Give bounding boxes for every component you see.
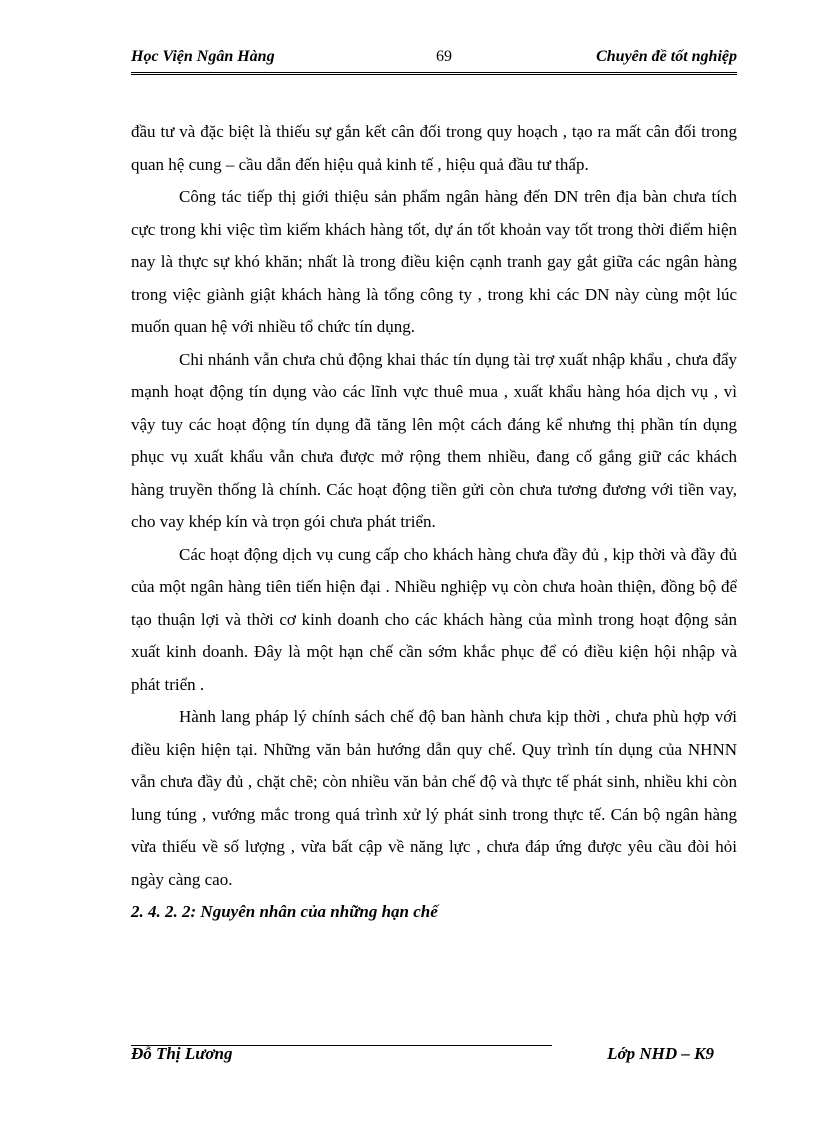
footer-class: Lớp NHD – K9 bbox=[607, 1044, 714, 1063]
page-body bbox=[131, 116, 737, 929]
paragraph-marketing: Công tác tiếp thị giới thiệu sản phẩm ngân hàng đến DN trên địa bàn chưa tích cực trong khi việc tìm kiếm khách hàng tốt, dự án tốt khoản vay tốt trong thời điểm hiện nay là thực sự khó khăn; nhất là trong điều kiện cạnh tranh gay gắt giữa các ngân hàng trong việc giành giật khách hàng là tổng công ty , trong khi các DN này cùng một lúc muốn quan hệ với nhiều tổ chức tín dụng. bbox=[131, 187, 737, 336]
paragraph-legal-framework: Hành lang pháp lý chính sách chế độ ban hành chưa kịp thời , chưa phù hợp với điều kiện hiện tại. Những văn bản hướng dẫn quy chế. Quy trình tín dụng của NHNN vẫn chưa đầy đủ , chặt chẽ; còn nhiều văn bản chế độ và thực tế phát sinh, nhiều khi còn lung túng , vướng mắc trong quá trình xử lý phát sinh trong thực tế. Cán bộ ngân hàng vừa thiếu về số lượng , vừa bất cập về năng lực , chưa đáp ứng được yêu cầu đòi hỏi ngày càng cao. bbox=[131, 707, 737, 889]
footer-author: Đỗ Thị Lương bbox=[131, 1044, 233, 1063]
page-header bbox=[131, 48, 737, 75]
section-heading: 2. 4. 2. 2: Nguyên nhân của những hạn chế bbox=[131, 902, 438, 921]
header-institution: Học Viện Ngân Hàng bbox=[131, 48, 275, 65]
paragraph-continuation: đầu tư và đặc biệt là thiếu sự gắn kết cân đối trong quy hoạch , tạo ra mất cân đối trong quan hệ cung – cầu dẫn đến hiệu quả kinh tế , hiệu quả đầu tư thấp. bbox=[131, 122, 737, 174]
paragraph-branch-credit: Chi nhánh vẫn chưa chủ động khai thác tín dụng tài trợ xuất nhập khẩu , chưa đẩy mạnh hoạt động tín dụng vào các lĩnh vực thuê mua , xuất khẩu hàng hóa dịch vụ , vì vậy tuy các hoạt động tín dụng đã tăng lên một cách đáng kể nhưng thị phần tín dụng phục vụ xuất khẩu vẫn chưa được mở rộng them nhiều, đang cố gắng giữ các khách hàng truyền thống là chính. Các hoạt động tiền gửi còn chưa tương đương với tiền vay, cho vay khép kín và trọn gói chưa phát triển. bbox=[131, 349, 737, 531]
paragraph-services: Các hoạt động dịch vụ cung cấp cho khách hàng chưa đầy đủ , kịp thời và đầy đủ của một ngân hàng tiên tiến hiện đại . Nhiều nghiệp vụ còn chưa hoàn thiện, đồng bộ để tạo thuận lợi và thời cơ kinh doanh cho các khách hàng của mình trong hoạt động sản xuất kinh doanh. Đây là một hạn chế cần sớm khắc phục để có điều kiện hội nhập và phát triển . bbox=[131, 544, 737, 694]
page-number: 69 bbox=[436, 48, 452, 65]
header-document-type: Chuyên đề tốt nghiệp bbox=[596, 48, 737, 65]
